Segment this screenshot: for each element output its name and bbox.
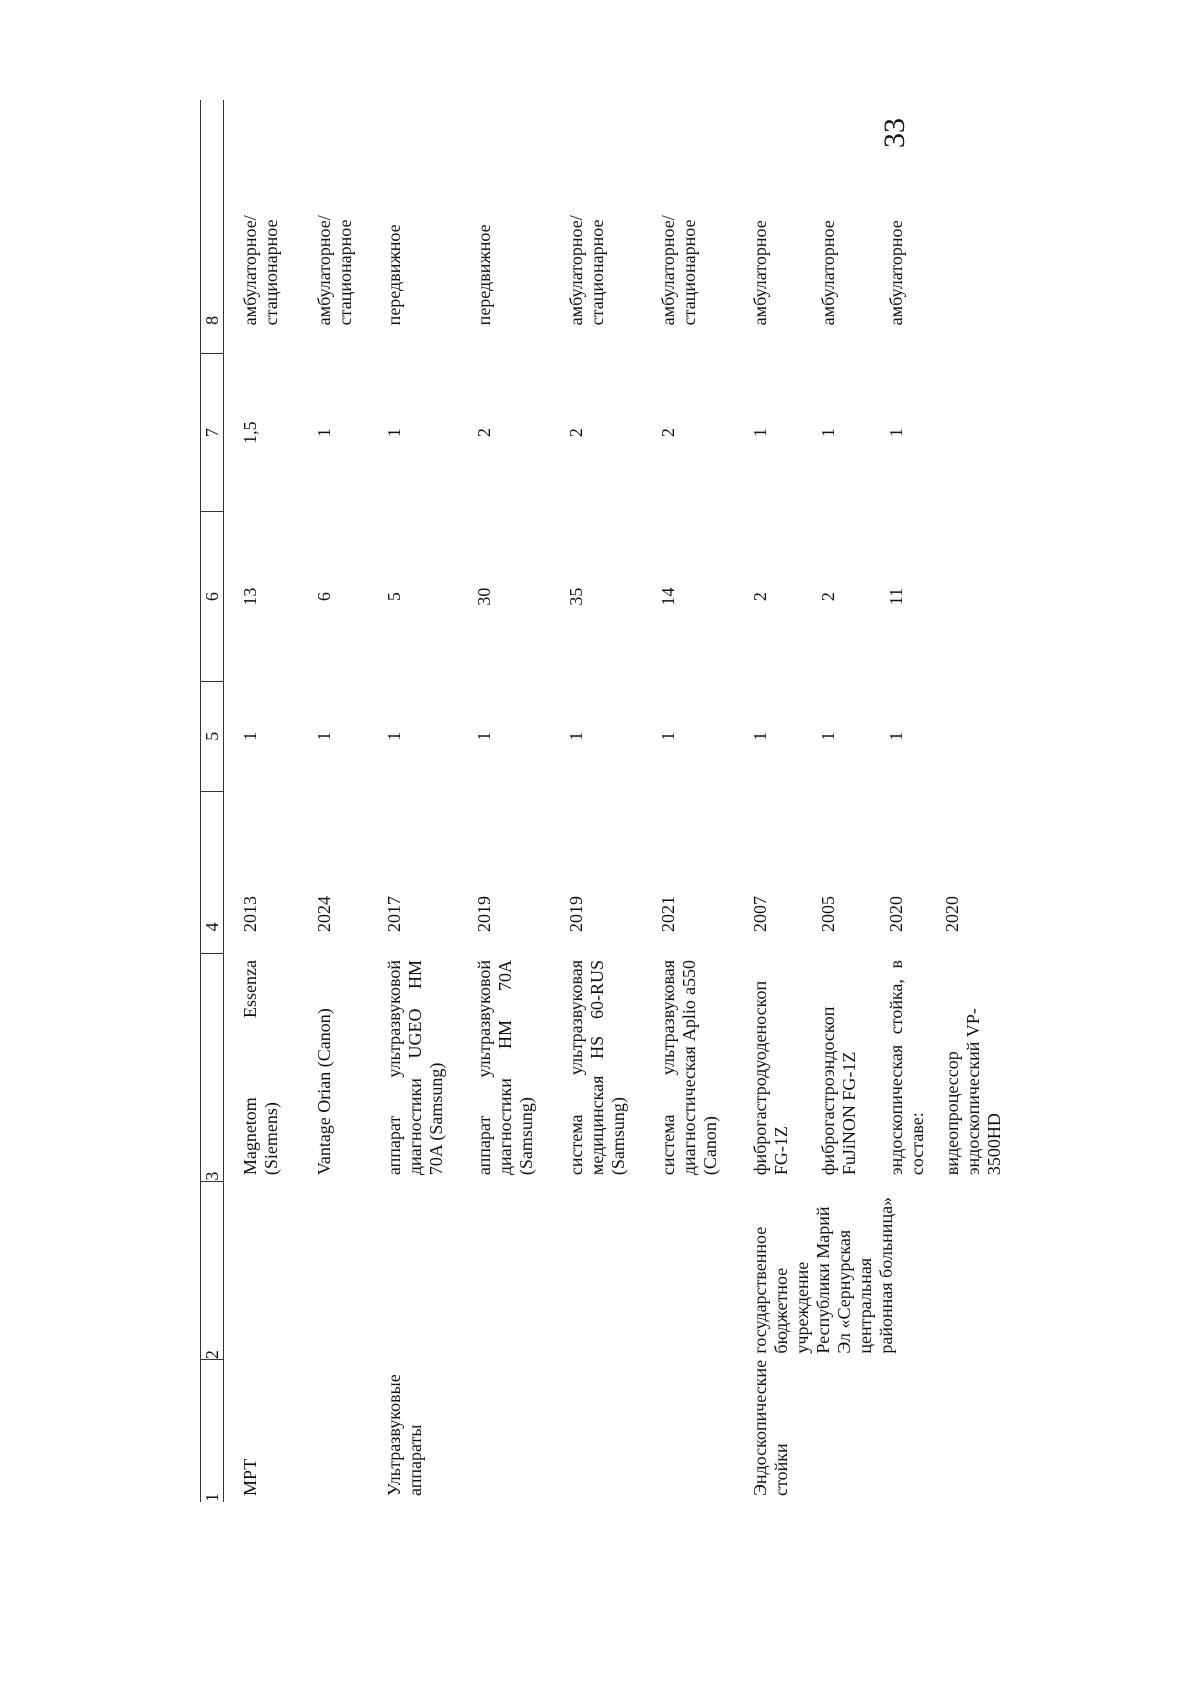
device-name-main: эндоскопическая стойка, в составе:: [885, 959, 927, 1176]
col-header-4: 4: [201, 791, 224, 954]
year: 2024: [313, 895, 334, 932]
col-header-1: 1: [201, 1360, 224, 1502]
table-row: [734, 100, 802, 1502]
usage-mode: амбулаторное/ стационарное: [565, 215, 607, 326]
usage-mode: амбулаторное: [885, 220, 906, 326]
device-name: аппарат ультразвуковой диагностики UGEO HM 70A (Samsung): [383, 959, 446, 1176]
year: 2019: [565, 895, 586, 932]
table-row: [458, 100, 550, 1502]
col7-value: 1: [817, 428, 838, 438]
device-name: Vantage Orian (Canon): [313, 1008, 334, 1176]
quantity: 1: [383, 731, 404, 741]
year-component: 2020: [941, 895, 962, 932]
year: 2007: [749, 895, 770, 932]
institution-name: [298, 1181, 368, 1359]
rotated-table-container: [200, 100, 1004, 1502]
equipment-category: [642, 1360, 734, 1502]
col-header-3: 3: [201, 954, 224, 1181]
equipment-category: [870, 1360, 1010, 1502]
col6-value: 6: [313, 592, 334, 602]
device-name: [870, 954, 1010, 1181]
col7-value: 1: [313, 428, 334, 438]
year: 2019: [473, 895, 494, 932]
year: 2013: [240, 895, 260, 932]
table-row: [224, 100, 298, 1502]
device-name: фиброгастродуоденоскоп FG-1Z: [749, 980, 791, 1176]
usage-mode: передвижное: [473, 224, 494, 326]
year: [870, 791, 1010, 954]
quantity: 1: [817, 731, 838, 741]
usage-mode: амбулаторное: [749, 220, 770, 326]
col6-value: 11: [885, 587, 906, 606]
quantity: 1: [565, 731, 586, 741]
device-name: фиброгастроэндоскоп FuJiNON FG-1Z: [817, 1006, 859, 1176]
col7-value: 2: [565, 428, 586, 438]
col6-value: 13: [240, 587, 260, 606]
device-component: видеопроцессор эндоскопический VP-3500HD: [941, 1008, 1004, 1176]
quantity: 1: [473, 731, 494, 741]
table-row: [298, 100, 368, 1502]
col7-value: 2: [657, 428, 678, 438]
col-header-8: 8: [201, 100, 224, 353]
institution-name: [224, 1181, 298, 1359]
institution-name: [550, 1181, 642, 1359]
col6-value: 5: [383, 592, 404, 602]
col7-value: 1: [749, 428, 770, 438]
year: 2021: [657, 895, 678, 932]
equipment-category: [802, 1360, 870, 1502]
quantity: 1: [749, 731, 770, 741]
equipment-category: Ультразвуковые аппараты: [383, 1374, 425, 1496]
year: 2017: [383, 895, 404, 932]
institution-name: государственное бюджетное учреждение Республики Марий Эл «Сернурская центральная районная больница»: [749, 1196, 896, 1354]
usage-mode: передвижное: [383, 224, 404, 326]
usage-mode: амбулаторное: [817, 220, 838, 326]
col6-value: 14: [657, 587, 678, 606]
col7-value: 2: [473, 428, 494, 438]
col-header-5: 5: [201, 681, 224, 791]
equipment-category: [298, 1360, 368, 1502]
column-number-row: [201, 100, 224, 1502]
institution-name: [368, 1181, 458, 1359]
table-row: [368, 100, 458, 1502]
col7-value: 1: [383, 428, 404, 438]
institution-name: [458, 1181, 550, 1359]
year-main: 2020: [885, 895, 906, 932]
col-header-7: 7: [201, 353, 224, 511]
equipment-category: [458, 1360, 550, 1502]
device-name: аппарат ультразвуковой диагностики HM 70A (Samsung): [473, 959, 536, 1176]
col7-value: 1,5: [240, 421, 260, 444]
device-name: Magnetom Essenza (Siemens): [240, 959, 281, 1176]
table-row: [642, 100, 734, 1502]
equipment-table: [200, 100, 1010, 1502]
page-number: 33: [878, 118, 911, 148]
equipment-category: МРТ: [240, 1458, 260, 1496]
col6-value: 35: [565, 587, 586, 606]
quantity: 1: [885, 731, 906, 741]
col-header-2: 2: [201, 1181, 224, 1359]
equipment-category: Эндоскопические стойки: [749, 1359, 791, 1496]
equipment-category: [550, 1360, 642, 1502]
col6-value: 30: [473, 587, 494, 606]
quantity: 1: [240, 731, 260, 741]
usage-mode: амбулаторное/ стационарное: [313, 215, 355, 326]
usage-mode: амбулаторное/ стационарное: [657, 215, 699, 326]
institution-name: [642, 1181, 734, 1359]
quantity: 1: [657, 731, 678, 741]
quantity: 1: [313, 731, 334, 741]
col6-value: 2: [817, 592, 838, 602]
device-name: система ультразвуковая диагностическая Aplio a550 (Canon): [657, 959, 720, 1176]
col-header-6: 6: [201, 512, 224, 682]
usage-mode: амбулаторное/ стационарное: [240, 215, 281, 326]
col7-value: 1: [885, 428, 906, 438]
device-name: система ультразвуковая медицинская HS 60-RUS (Samsung): [565, 959, 628, 1176]
year: 2005: [817, 895, 838, 932]
col6-value: 2: [749, 592, 770, 602]
table-row: [550, 100, 642, 1502]
